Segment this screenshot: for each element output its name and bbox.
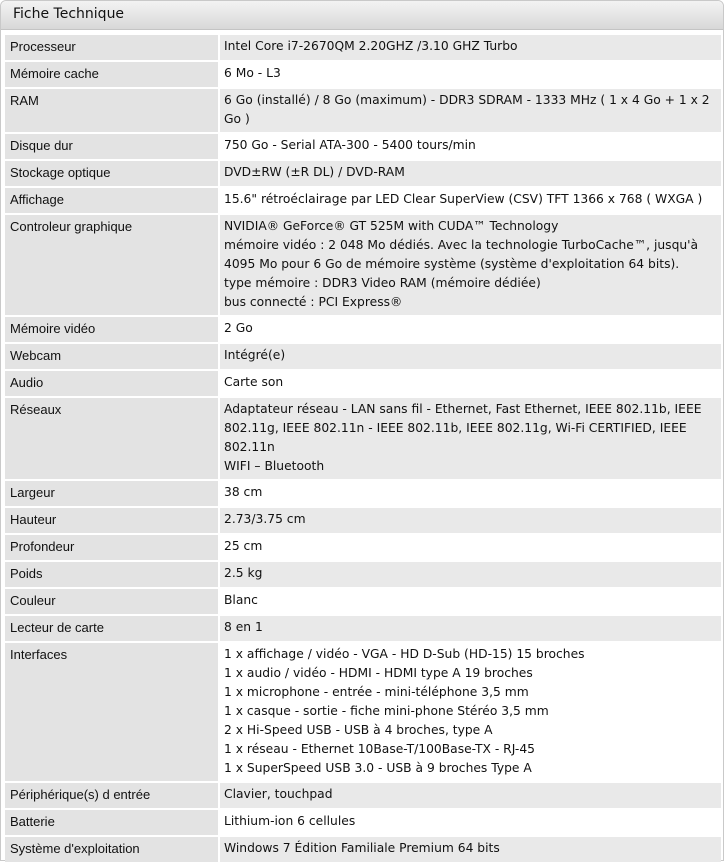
spec-value <box>218 508 721 535</box>
spec-value <box>218 215 721 317</box>
panel-header <box>1 1 723 30</box>
spec-value-line: 1 x audio / vidéo - HDMI - HDMI type A 19 broches <box>224 666 533 680</box>
spec-value-line: 8 en 1 <box>224 620 263 634</box>
spec-label: Système d'exploitation <box>5 837 218 864</box>
table-row <box>5 783 721 810</box>
spec-value-line: Clavier, touchpad <box>224 787 333 801</box>
table-row <box>5 161 721 188</box>
spec-value <box>218 837 721 864</box>
spec-value-line: 2.73/3.75 cm <box>224 512 306 526</box>
spec-label: Interfaces <box>5 643 218 783</box>
spec-value-line: Intégré(e) <box>224 348 286 362</box>
spec-value <box>218 89 721 134</box>
spec-value <box>218 35 721 62</box>
spec-label: Affichage <box>5 188 218 215</box>
spec-label: Profondeur <box>5 535 218 562</box>
spec-value-line: 1 x casque - sortie - fiche mini-phone Stéréo 3,5 mm <box>224 704 549 718</box>
spec-value <box>218 161 721 188</box>
spec-value-line: mémoire vidéo : 2 048 Mo dédiés. Avec la technologie TurboCache™, jusqu'à 4095 Mo pour 6 Go de mémoire système (système d'exploitation 64 bits). <box>224 238 699 271</box>
table-row <box>5 810 721 837</box>
spec-label: Largeur <box>5 481 218 508</box>
spec-value-line: 1 x affichage / vidéo - VGA - HD D-Sub (HD-15) 15 broches <box>224 647 585 661</box>
spec-value <box>218 371 721 398</box>
spec-value <box>218 344 721 371</box>
spec-value <box>218 810 721 837</box>
spec-value-line: 38 cm <box>224 485 263 499</box>
spec-value <box>218 643 721 783</box>
spec-label: Controleur graphique <box>5 215 218 317</box>
spec-value-line: Windows 7 Édition Familiale Premium 64 bits <box>224 841 500 855</box>
table-row <box>5 134 721 161</box>
table-row <box>5 62 721 89</box>
spec-label: Batterie <box>5 810 218 837</box>
table-row <box>5 317 721 344</box>
spec-label: Stockage optique <box>5 161 218 188</box>
spec-value-line: Lithium-ion 6 cellules <box>224 814 356 828</box>
spec-value <box>218 134 721 161</box>
table-row <box>5 344 721 371</box>
table-row <box>5 215 721 317</box>
spec-value-line: 15.6" rétroéclairage par LED Clear SuperView (CSV) TFT 1366 x 768 ( WXGA ) <box>224 192 703 206</box>
spec-label: Lecteur de carte <box>5 616 218 643</box>
spec-value <box>218 562 721 589</box>
table-row <box>5 481 721 508</box>
spec-value <box>218 783 721 810</box>
table-row <box>5 535 721 562</box>
spec-value-line: 750 Go - Serial ATA-300 - 5400 tours/min <box>224 138 476 152</box>
panel-title: Fiche Technique <box>13 6 125 22</box>
table-row <box>5 616 721 643</box>
table-row <box>5 188 721 215</box>
spec-value-line: 6 Go (installé) / 8 Go (maximum) - DDR3 SDRAM - 1333 MHz ( 1 x 4 Go + 1 x 2 Go ) <box>224 93 710 126</box>
spec-value <box>218 481 721 508</box>
spec-label: Périphérique(s) d entrée <box>5 783 218 810</box>
table-row <box>5 643 721 783</box>
spec-value-line: 2 Go <box>224 321 253 335</box>
spec-value-line: Blanc <box>224 593 258 607</box>
spec-label: Mémoire cache <box>5 62 218 89</box>
spec-value <box>218 317 721 344</box>
spec-value-line: 2 x Hi-Speed USB - USB à 4 broches, type A <box>224 723 493 737</box>
spec-value-line: bus connecté : PCI Express® <box>224 295 403 309</box>
spec-value-line: 25 cm <box>224 539 263 553</box>
spec-label: Disque dur <box>5 134 218 161</box>
spec-value-line: 1 x SuperSpeed USB 3.0 - USB à 9 broches Type A <box>224 761 532 775</box>
spec-value <box>218 589 721 616</box>
spec-value-line: 6 Mo - L3 <box>224 66 281 80</box>
spec-value-line: NVIDIA® GeForce® GT 525M with CUDA™ Technology <box>224 219 559 233</box>
spec-label: Mémoire vidéo <box>5 317 218 344</box>
spec-value-line: Adaptateur réseau - LAN sans fil - Ethernet, Fast Ethernet, IEEE 802.11b, IEEE 802.11g, IEEE 802.11n - IEEE 802.11b, IEEE 802.11g, Wi-Fi CERTIFIED, IEEE 802.11n <box>224 402 702 454</box>
table-row <box>5 589 721 616</box>
spec-label: Hauteur <box>5 508 218 535</box>
spec-value-line: type mémoire : DDR3 Video RAM (mémoire dédiée) <box>224 276 541 290</box>
spec-table <box>5 35 721 864</box>
spec-value <box>218 62 721 89</box>
spec-label: Couleur <box>5 589 218 616</box>
spec-label: RAM <box>5 89 218 134</box>
table-row <box>5 371 721 398</box>
spec-value <box>218 535 721 562</box>
spec-value-line: DVD±RW (±R DL) / DVD-RAM <box>224 165 405 179</box>
spec-label: Webcam <box>5 344 218 371</box>
spec-value-line: WIFI – Bluetooth <box>224 459 325 473</box>
spec-value-line: 1 x réseau - Ethernet 10Base-T/100Base-TX - RJ-45 <box>224 742 535 756</box>
spec-label: Processeur <box>5 35 218 62</box>
spec-value-line: Intel Core i7-2670QM 2.20GHZ /3.10 GHZ Turbo <box>224 39 518 53</box>
table-row <box>5 35 721 62</box>
table-row <box>5 562 721 589</box>
table-row <box>5 398 721 481</box>
spec-table-body <box>5 35 721 864</box>
spec-label: Audio <box>5 371 218 398</box>
spec-value-line: Carte son <box>224 375 284 389</box>
table-row <box>5 508 721 535</box>
spec-value <box>218 616 721 643</box>
spec-value-line: 2.5 kg <box>224 566 263 580</box>
spec-value <box>218 398 721 481</box>
spec-value-line: 1 x microphone - entrée - mini-téléphone 3,5 mm <box>224 685 529 699</box>
table-row <box>5 837 721 864</box>
spec-label: Réseaux <box>5 398 218 481</box>
spec-value <box>218 188 721 215</box>
spec-label: Poids <box>5 562 218 589</box>
table-row <box>5 89 721 134</box>
